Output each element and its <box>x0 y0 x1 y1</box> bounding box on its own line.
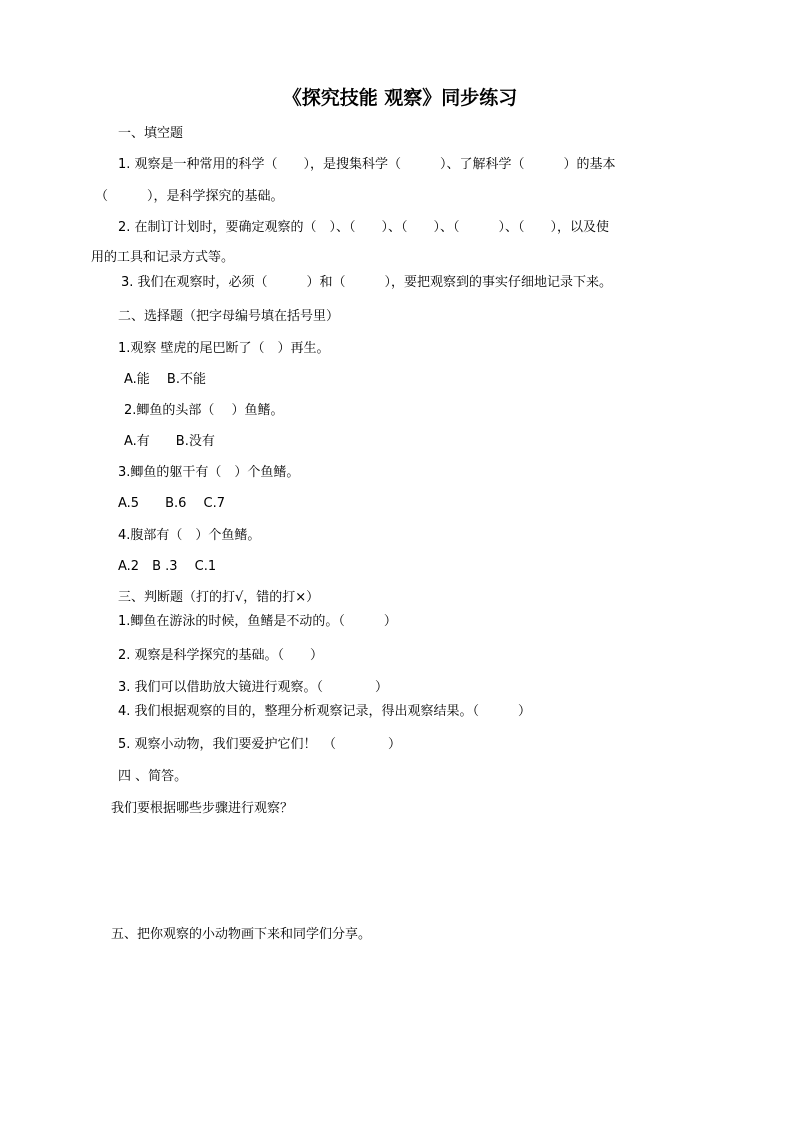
question-fill-3: 3. 我们在观察时，必须（ ）和（ ），要把观察到的事实仔细地记录下来。 <box>121 275 613 290</box>
options-choice-2: A.有 B.没有 <box>124 434 215 449</box>
section-heading-short-answer: 四 、简答。 <box>118 769 188 784</box>
options-choice-1: A.能 B.不能 <box>124 372 206 387</box>
question-judge-4: 4. 我们根据观察的目的，整理分析观察记录，得出观察结果。（ ） <box>118 704 532 719</box>
options-choice-4: A.2 B .3 C.1 <box>118 559 217 574</box>
question-choice-1: 1.观察 壁虎的尾巴断了（ ）再生。 <box>118 341 330 356</box>
section-heading-judge: 三、判断题（打的打√，错的打×） <box>118 590 320 605</box>
question-choice-2: 2.鲫鱼的头部（ ）鱼鳍。 <box>124 403 284 418</box>
question-short-answer: 我们要根据哪些步骤进行观察？ <box>111 801 294 816</box>
page-title: 《探究技能 观察》同步练习 <box>282 87 518 109</box>
question-judge-3: 3. 我们可以借助放大镜进行观察。（ ） <box>118 680 389 695</box>
options-choice-3: A.5 B.6 C.7 <box>118 496 226 511</box>
section-heading-fill-blank: 一、填空题 <box>118 126 184 141</box>
question-judge-5: 5. 观察小动物，我们要爱护它们！ （ ） <box>118 737 402 752</box>
question-fill-1: 1. 观察是一种常用的科学（ ），是搜集科学（ ）、了解科学（ ）的基本 <box>118 157 616 172</box>
question-choice-3: 3.鲫鱼的躯干有（ ）个鱼鳍。 <box>118 465 300 480</box>
section-heading-choice: 二、选择题（把字母编号填在括号里） <box>118 309 340 324</box>
question-judge-2: 2. 观察是科学探究的基础。（ ） <box>118 648 324 663</box>
question-choice-4: 4.腹部有（ ）个鱼鳍。 <box>118 528 261 543</box>
section-heading-draw: 五、把你观察的小动物画下来和同学们分享。 <box>111 927 372 942</box>
question-judge-1: 1.鲫鱼在游泳的时候，鱼鳍是不动的。（ ） <box>118 614 397 629</box>
question-fill-2-cont: 用的工具和记录方式等。 <box>91 250 235 265</box>
question-fill-1-cont: （ ），是科学探究的基础。 <box>95 189 284 204</box>
question-fill-2: 2. 在制订计划时，要确定观察的（ ）、（ ）、（ ）、（ ）、（ ），以及使 <box>118 220 610 235</box>
